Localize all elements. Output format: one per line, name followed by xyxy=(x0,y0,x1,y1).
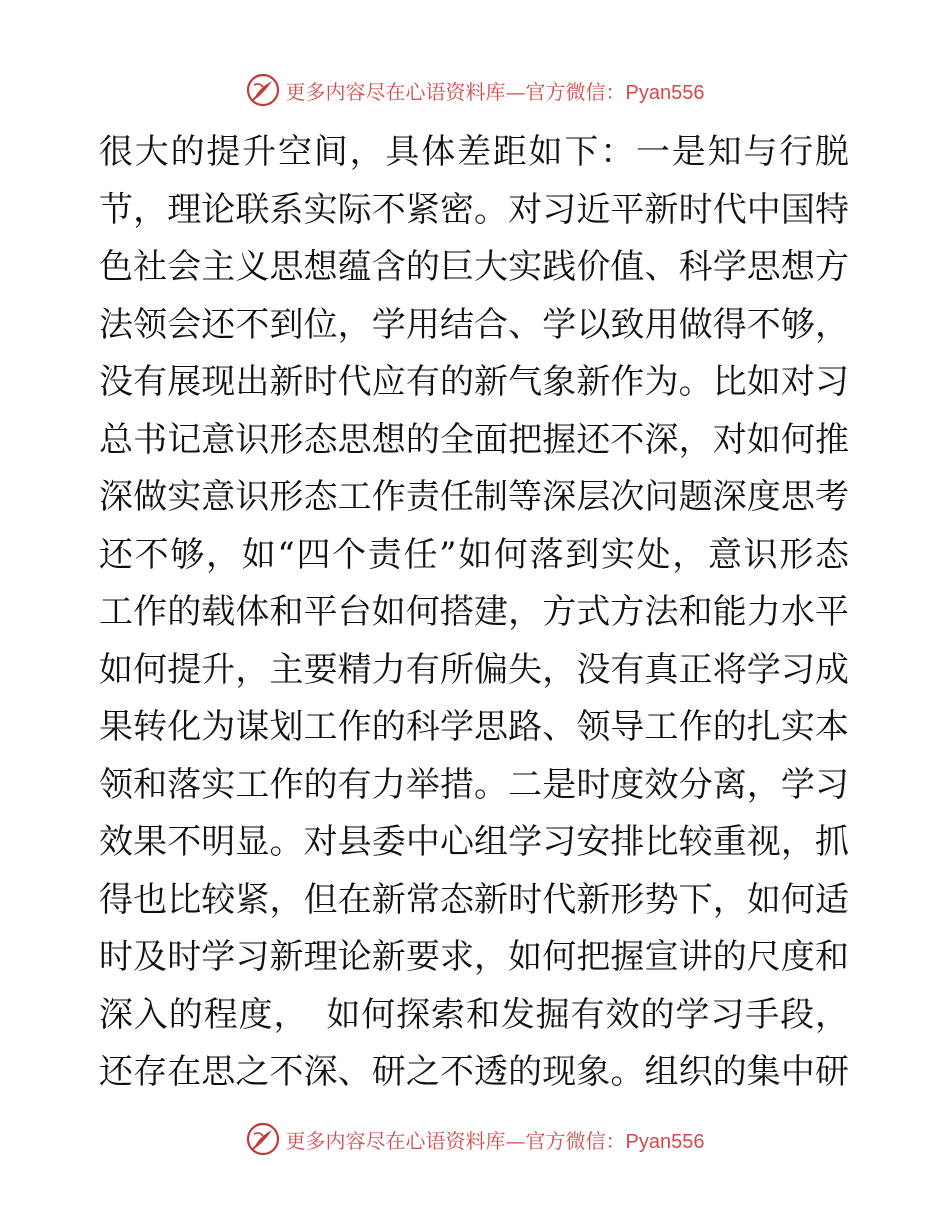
text-line: 总书记意识形态思想的全面把握还不深，对如何推 xyxy=(99,419,849,460)
text-line: 效果不明显。对县委中心组学习安排比较重视，抓 xyxy=(99,822,849,862)
watermark-text: 更多内容尽在心语资料库—官方微信：Pyan556 xyxy=(285,79,705,104)
text-line: 节，理论联系实际不紧密。对习近平新时代中国特 xyxy=(99,189,849,230)
text-line: 还存在思之不深、研之不透的现象。组织的集中研 xyxy=(99,1052,849,1092)
text-line: 得也比较紧，但在新常态新时代新形势下，如何适 xyxy=(99,879,849,920)
text-line: 很大的提升空间，具体差距如下：一是知与行脱 xyxy=(99,132,849,172)
footer-watermark xyxy=(0,1121,950,1157)
text-line: 果转化为谋划工作的科学思路、领导工作的扎实本 xyxy=(99,707,849,747)
text-line: 深入的程度， 如何探索和发掘有效的学习手段， xyxy=(99,994,849,1035)
header-watermark xyxy=(0,72,950,108)
text-line: 工作的载体和平台如何搭建，方式方法和能力水平 xyxy=(99,592,849,632)
text-line: 如何提升，主要精力有所偏失，没有真正将学习成 xyxy=(99,649,849,690)
watermark-text: 更多内容尽在心语资料库—官方微信：Pyan556 xyxy=(285,1128,705,1153)
text-line: 还不够，如“四个责任”如何落到实处，意识形态 xyxy=(99,534,849,575)
book-quill-logo-icon xyxy=(246,1122,280,1156)
text-line: 时及时学习新理论新要求，如何把握宣讲的尺度和 xyxy=(99,937,849,977)
book-quill-logo-icon xyxy=(246,73,280,107)
text-line: 深做实意识形态工作责任制等深层次问题深度思考 xyxy=(99,477,849,517)
text-line: 法领会还不到位，学用结合、学以致用做得不够， xyxy=(99,304,849,345)
text-line: 色社会主义思想蕴含的巨大实践价值、科学思想方 xyxy=(99,247,849,287)
text-line: 领和落实工作的有力举措。二是时度效分离，学习 xyxy=(99,764,849,805)
document-body xyxy=(99,124,849,1102)
text-line: 没有展现出新时代应有的新气象新作为。比如对习 xyxy=(99,362,849,402)
